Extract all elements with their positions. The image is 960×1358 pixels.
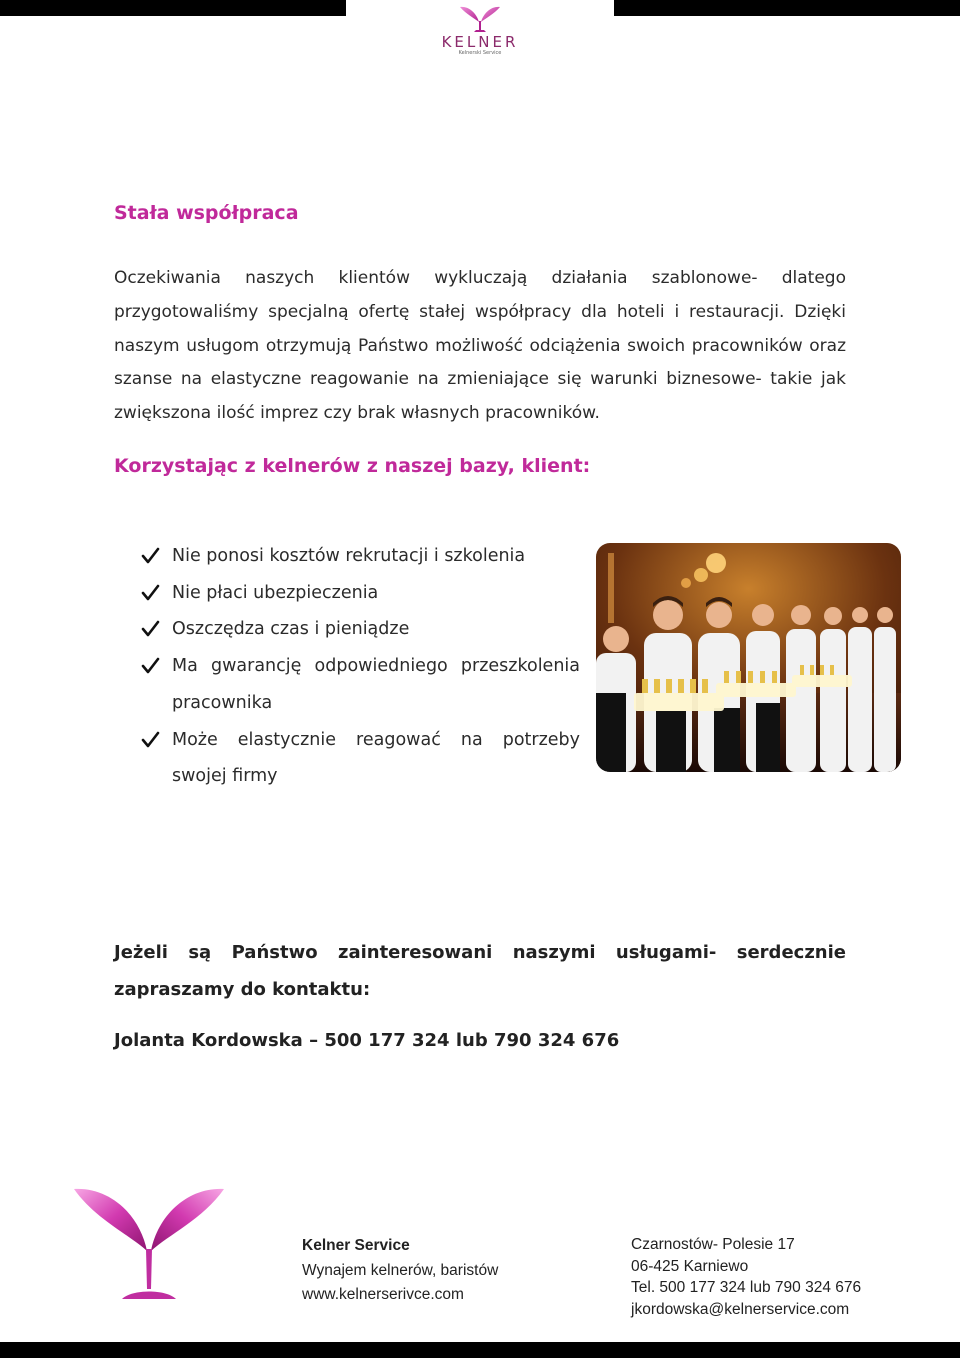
checkmark-icon [140, 722, 160, 758]
checkmark-icon [140, 575, 160, 611]
benefit-item [140, 648, 580, 721]
header-tagline: Kelnerski Service [458, 50, 502, 56]
footer-address-line2: 06-425 Karniewo [631, 1257, 749, 1275]
benefit-text: Może elastycznie reagować na potrzeby swojej firmy [172, 729, 580, 787]
waiters-photo [596, 543, 901, 772]
top-black-bar-right [614, 0, 960, 16]
footer-phone: Tel. 500 177 324 lub 790 324 676 [631, 1279, 862, 1296]
checkmark-icon [140, 538, 160, 574]
benefit-item [140, 722, 580, 795]
benefit-text: Oszczędza czas i pieniądze [172, 619, 410, 640]
benefit-item [140, 575, 580, 612]
intro-paragraph: Oczekiwania naszych klientów wykluczają działania szablonowe- dlatego przygotowaliśmy specjalną ofertę stałej współpracy dla hoteli i restauracji. Dzięki naszym usługom otrzymują Państwo możliwość odciążenia swoich pracowników oraz szanse na elastyczne reagowanie na zmieniające się warunki biznesowe- takie jak zwiększona ilość imprez czy brak własnych pracowników. [114, 268, 846, 424]
waiters-photo-illustration [596, 543, 901, 772]
closing-invitation: Jeżeli są Państwo zainteresowani naszymi usługami- serdecznie zapraszamy do kontaktu: [114, 942, 846, 1000]
bottom-black-bar [0, 1342, 960, 1358]
section-title-cooperation: Stała współpraca [114, 202, 299, 224]
contact-person: Jolanta Kordowska – 500 177 324 lub 790 324 676 [114, 1030, 620, 1051]
checkmark-icon [140, 648, 160, 684]
footer-email[interactable]: jkordowska@kelnerservice.com [631, 1300, 850, 1318]
checkmark-icon [140, 611, 160, 647]
section-title-benefits: Korzystając z kelnerów z naszej bazy, klient: [114, 455, 591, 477]
footer-logo [70, 1185, 228, 1303]
footer-company-name: Kelner Service [302, 1237, 410, 1254]
cocktail-glass-logo-icon [458, 4, 502, 34]
benefit-text: Nie płaci ubezpieczenia [172, 582, 379, 603]
footer-address-info [631, 1234, 861, 1320]
header-brand-name: KELNER [441, 33, 519, 51]
footer-company-desc: Wynajem kelnerów, baristów [302, 1261, 499, 1279]
benefit-item [140, 611, 580, 648]
header-logo [430, 4, 530, 64]
footer-website[interactable]: www.kelnerserivce.com [302, 1286, 464, 1304]
cocktail-glass-large-icon [70, 1185, 228, 1303]
benefits-list [140, 538, 580, 795]
benefit-item [140, 538, 580, 575]
benefit-text: Ma gwarancję odpowiedniego przeszkolenia pracownika [172, 656, 580, 713]
benefit-text: Nie ponosi kosztów rekrutacji i szkolenia [172, 546, 526, 566]
footer-company-info [302, 1234, 498, 1308]
top-black-bar-left [0, 0, 346, 16]
footer-address-line1: Czarnostów- Polesie 17 [631, 1236, 795, 1253]
